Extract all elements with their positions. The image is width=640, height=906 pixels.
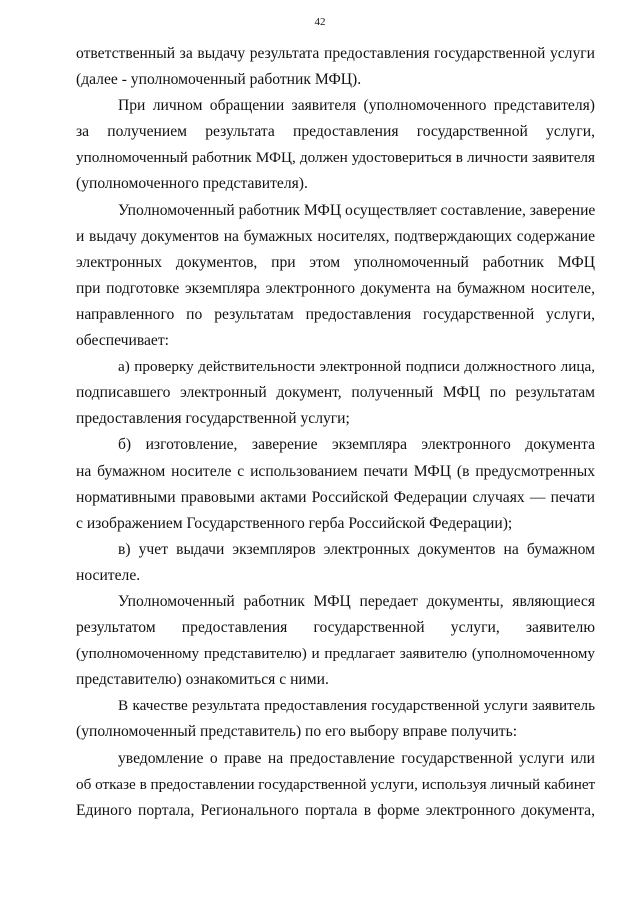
text-line: на бумажном носителе с использованием печати МФЦ (в предусмотренных — [76, 462, 595, 480]
text-line: направленного по результатам предоставления государственной услуги, — [76, 305, 595, 323]
text-line: (уполномоченному представителю) и предлагает заявителю (уполномоченному — [76, 645, 595, 663]
text-line: а) проверку действительности электронной подписи должностного лица, — [118, 358, 595, 376]
text-line: с изображением Государственного герба Российской Федерации); — [76, 514, 513, 532]
text-line: представителю) ознакомиться с ними. — [76, 671, 329, 689]
text-line: об отказе в предоставлении государственной услуги, используя личный кабинет — [76, 775, 596, 793]
text-line: уполномоченный работник МФЦ, должен удостовериться в личности заявителя — [76, 149, 595, 167]
page-number: 42 — [314, 16, 326, 28]
text-line: Единого портала, Регионального портала в форме электронного документа, — [76, 801, 595, 819]
text-line: при подготовке экземпляра электронного документа на бумажном носителе, — [76, 279, 595, 297]
text-line: предоставления государственной услуги; — [76, 410, 350, 428]
text-line: В качестве результата предоставления государственной услуги заявитель — [118, 697, 595, 715]
text-line: уведомление о праве на предоставление государственной услуги или — [118, 749, 595, 767]
text-line: результатом предоставления государственной услуги, заявителю — [76, 619, 595, 637]
text-line: подписавшего электронный документ, полученный МФЦ по результатам — [76, 384, 595, 402]
text-line: (далее - уполномоченный работник МФЦ). — [76, 71, 362, 89]
text-line: в) учет выдачи экземпляров электронных документов на бумажном — [118, 540, 595, 558]
text-line: нормативными правовыми актами Российской Федерации случаях — печати — [76, 488, 595, 506]
text-line: (уполномоченного представителя). — [76, 175, 308, 193]
text-line: электронных документов, при этом уполномоченный работник МФЦ — [76, 253, 595, 271]
text-line: ответственный за выдачу результата предоставления государственной услуги — [76, 45, 595, 62]
text-line: б) изготовление, заверение экземпляра электронного документа — [118, 436, 595, 454]
text-line: Уполномоченный работник МФЦ передает документы, являющиеся — [118, 592, 595, 610]
text-line: При личном обращении заявителя (уполномоченного представителя) — [118, 97, 595, 115]
text-line: за получением результата предоставления государственной услуги, — [76, 123, 595, 141]
text-line: (уполномоченный представитель) по его выбору вправе получить: — [76, 723, 518, 741]
text-line: Уполномоченный работник МФЦ осуществляет составление, заверение — [118, 201, 596, 219]
document-body — [76, 41, 595, 824]
text-line: носителе. — [76, 566, 141, 584]
text-line: обеспечивает: — [76, 332, 169, 350]
text-line: и выдачу документов на бумажных носителях, подтверждающих содержание — [76, 227, 595, 245]
